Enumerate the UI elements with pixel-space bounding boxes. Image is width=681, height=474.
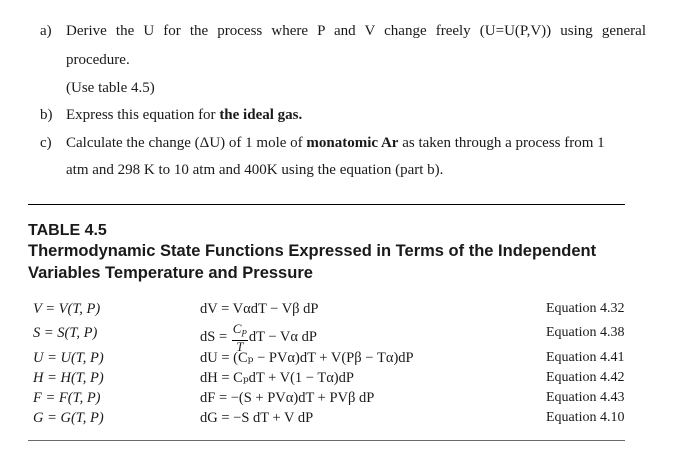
state-function: F = F(T, P) — [33, 390, 101, 406]
question-c-line1-suffix: as taken through a process from 1 — [398, 135, 605, 151]
equation-ref: Equation 4.41 — [546, 350, 625, 365]
table-row — [0, 321, 681, 354]
question-a-marker: a) — [40, 23, 52, 39]
fraction-denominator: T — [236, 338, 244, 354]
table-row — [0, 299, 681, 319]
equation-ref: Equation 4.43 — [546, 390, 625, 405]
equation-ref: Equation 4.32 — [546, 301, 625, 316]
table-row — [0, 348, 681, 368]
state-function: H = H(T, P) — [33, 370, 104, 386]
question-b-bold: the ideal gas. — [219, 107, 303, 123]
table-label: TABLE 4.5 — [28, 222, 107, 239]
question-b-marker: b) — [40, 107, 53, 123]
bottom-divider — [28, 440, 625, 441]
question-a-line3: (Use table 4.5) — [66, 80, 155, 96]
question-c-line1 — [66, 135, 605, 152]
table-title-line1: Thermodynamic State Functions Expressed in Terms of the Independent — [28, 242, 597, 260]
top-divider — [28, 204, 625, 205]
table-row — [0, 388, 681, 408]
table-row — [0, 368, 681, 388]
differential: dG = −S dT + V dP — [200, 410, 314, 426]
differential-suffix: dT − Vα dP — [248, 329, 317, 346]
state-function: U = U(T, P) — [33, 350, 104, 366]
question-b-prefix: Express this equation for — [66, 107, 220, 123]
state-function: G = G(T, P) — [33, 410, 104, 426]
question-a-line2: procedure. — [66, 52, 130, 68]
question-c-line2: atm and 298 K to 10 atm and 400K using the equation (part b). — [66, 162, 444, 178]
fraction-numerator-text: C — [232, 321, 242, 336]
question-c-line1-bold: monatomic Ar — [306, 135, 399, 151]
question-c-line1-prefix: Calculate the change (ΔU) of 1 mole of — [66, 135, 307, 151]
fraction-numerator-sub: P — [241, 328, 247, 339]
table-row — [0, 408, 681, 428]
differential: dU = (Cₚ − PVα)dT + V(Pβ − Tα)dP — [200, 350, 414, 366]
question-b-text — [66, 107, 302, 124]
differential-prefix: dS = — [200, 329, 231, 346]
state-function: V = V(T, P) — [33, 301, 101, 317]
question-c-marker: c) — [40, 135, 52, 151]
differential: dV = VαdT − Vβ dP — [200, 301, 319, 317]
state-function: S = S(T, P) — [33, 325, 98, 341]
differential: dH = CₚdT + V(1 − Tα)dP — [200, 370, 354, 386]
table-title-line2: Variables Temperature and Pressure — [28, 264, 313, 282]
question-a-line1: Derive the U for the process where P and V change freely (U=U(P,V)) using general — [66, 23, 646, 39]
fraction-numerator — [232, 323, 248, 341]
differential: dF = −(S + PVα)dT + PVβ dP — [200, 390, 375, 406]
equation-ref: Equation 4.10 — [546, 410, 625, 425]
equation-ref: Equation 4.38 — [546, 325, 625, 340]
equation-ref: Equation 4.42 — [546, 370, 625, 385]
